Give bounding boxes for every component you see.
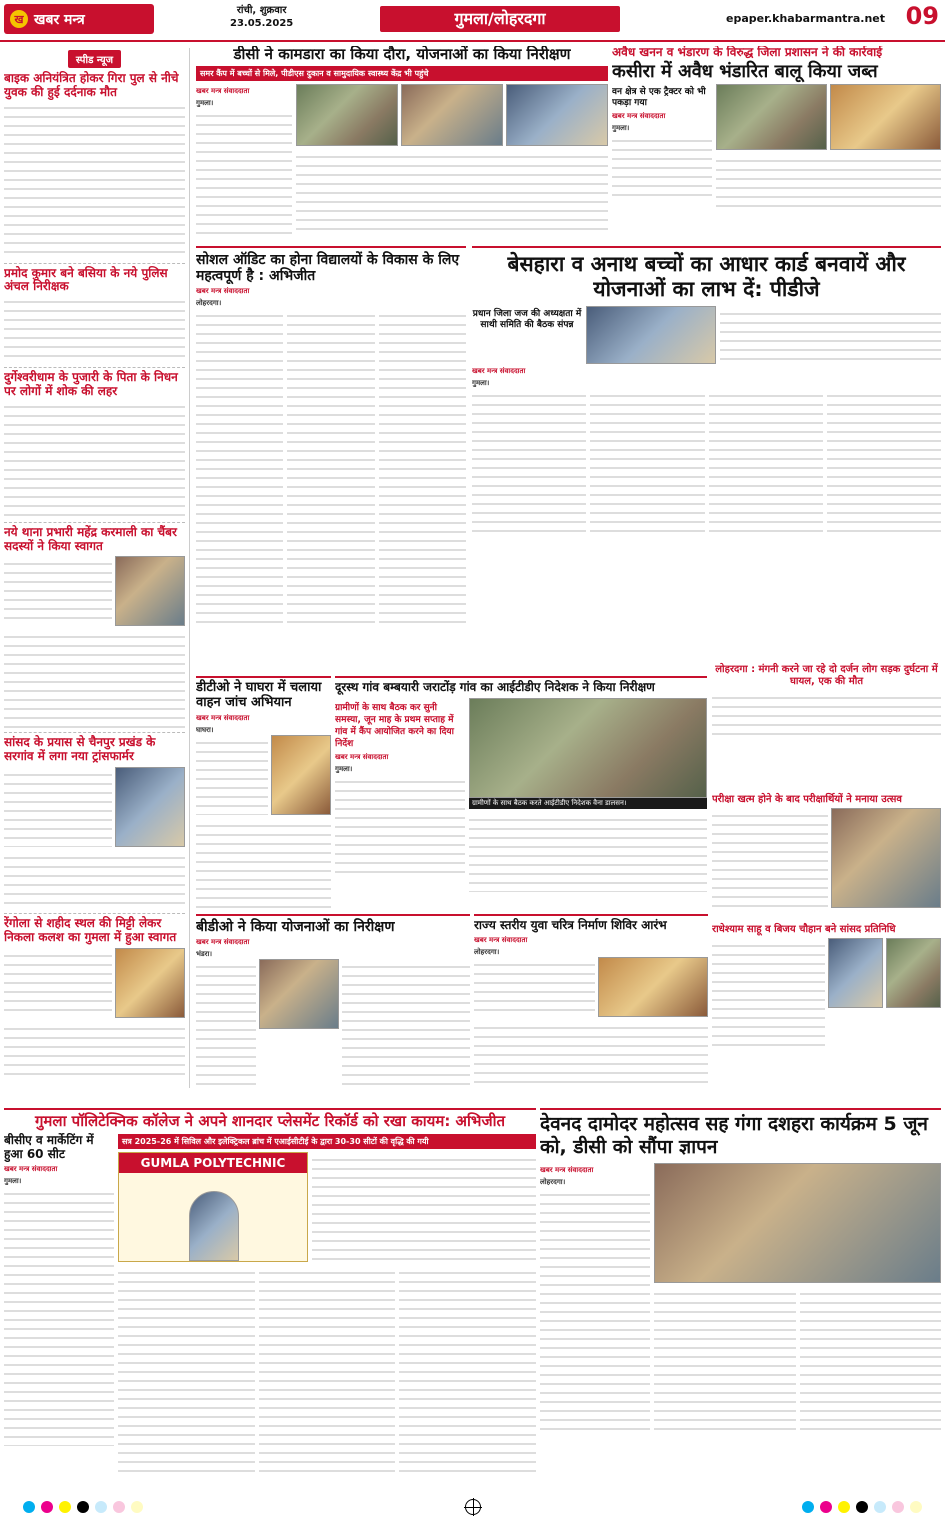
story-photo xyxy=(271,735,331,815)
story-body xyxy=(654,1286,796,1436)
story-body xyxy=(800,1286,942,1436)
color-dot xyxy=(131,1501,143,1513)
story-photo xyxy=(716,84,827,150)
story-dc-visit[interactable] xyxy=(196,46,608,242)
story-accident[interactable] xyxy=(712,660,941,740)
story-body xyxy=(196,735,268,815)
color-dot xyxy=(77,1501,89,1513)
story-body xyxy=(259,1265,396,1475)
story-body xyxy=(342,959,470,1089)
color-dot xyxy=(23,1501,35,1513)
brand-logo[interactable] xyxy=(4,4,154,34)
story-photo xyxy=(830,84,941,150)
dateline: घाघरा। xyxy=(196,725,214,734)
story-body xyxy=(399,1265,536,1475)
story-headline: दूरस्थ गांव बम्बयारी जराटोंड़ गांव का आईटीडीए निदेशक ने किया निरीक्षण xyxy=(335,680,655,694)
brand-icon: ख xyxy=(10,10,28,28)
news-body xyxy=(4,399,185,519)
story-body xyxy=(540,1187,650,1437)
color-dot xyxy=(95,1501,107,1513)
story-devnad[interactable] xyxy=(540,1108,941,1494)
story-dto[interactable] xyxy=(196,676,331,911)
byline: खबर मन्त्र संवाददाता xyxy=(196,938,250,947)
color-dot xyxy=(892,1501,904,1513)
story-kicker: अवैध खनन व भंडारण के विरुद्ध जिला प्रशासन ने की कार्रवाई xyxy=(612,46,883,59)
news-body xyxy=(4,294,185,364)
story-itda[interactable] xyxy=(335,676,707,911)
story-headline: कसीरा में अवैध भंडारित बालू किया जब्त xyxy=(612,60,878,82)
story-body xyxy=(474,1020,708,1090)
news-photo xyxy=(115,556,185,626)
story-body xyxy=(379,308,466,628)
speed-news-tag: स्पीड न्यूज xyxy=(68,50,121,68)
story-sub: प्रधान जिला जज की अध्यक्षता में साथी समिति की बैठक संपन्न xyxy=(472,309,582,330)
story-body xyxy=(474,957,595,1017)
story-body xyxy=(709,388,823,538)
epaper-url[interactable]: epaper.khabarmantra.net xyxy=(726,12,885,25)
story-body xyxy=(196,959,256,1089)
color-dot xyxy=(113,1501,125,1513)
page-number: 09 xyxy=(905,2,939,30)
story-photo xyxy=(469,698,707,798)
story-body xyxy=(712,690,941,740)
story-social-audit[interactable] xyxy=(196,246,466,671)
news-headline: बाइक अनियंत्रित होकर गिरा पुल से नीचे युवक की हुई दर्दनाक मौत xyxy=(4,71,179,99)
story-body xyxy=(590,388,704,538)
story-body xyxy=(469,812,707,892)
dateline: गुमला। xyxy=(196,99,214,108)
news-item[interactable] xyxy=(4,526,185,734)
story-headline: परीक्षा खत्म होने के बाद परीक्षार्थियों ने मनाया उत्सव xyxy=(712,794,902,805)
story-body xyxy=(472,388,586,538)
polytechnic-banner: GUMLA POLYTECHNIC xyxy=(119,1153,307,1173)
news-body xyxy=(4,629,185,729)
story-body xyxy=(196,308,283,628)
story-body xyxy=(335,774,465,874)
story-kicker: समर कैंप में बच्चों से मिले, पीडीएस दुकान व सामुदायिक स्वास्थ्य केंद्र भी पहुंचे xyxy=(196,66,608,81)
news-item[interactable] xyxy=(4,736,185,914)
news-body xyxy=(4,948,112,1018)
news-body xyxy=(4,1021,185,1081)
story-photo xyxy=(598,957,708,1017)
speed-news-column xyxy=(4,48,190,1088)
story-headline: सोशल ऑडिट का होना विद्यालयों के विकास के लिए महत्वपूर्ण है : अभिजीत xyxy=(196,252,460,285)
dateline: गुमला। xyxy=(4,1176,22,1185)
color-dot xyxy=(838,1501,850,1513)
story-headline: लोहरदगा : मंगनी करने जा रहे दो दर्जन लोग सड़क दुर्घटना में घायल, एक की मौत xyxy=(715,664,938,687)
byline: खबर मन्त्र संवाददाता xyxy=(612,112,666,121)
news-headline: नये थाना प्रभारी महेंद्र करमाली का चैंबर सदस्यों ने किया स्वागत xyxy=(4,524,177,553)
news-headline: रेंगोला से शहीद स्थल की मिट्टी लेकर निकला कलश का गुमला में हुआ स्वागत xyxy=(4,915,177,944)
byline: खबर मन्त्र संवाददाता xyxy=(540,1166,594,1174)
story-photo xyxy=(296,84,398,146)
story-polytechnic[interactable] xyxy=(4,1108,536,1494)
city-day: रांची, शुक्रवार xyxy=(236,5,287,16)
byline: खबर मन्त्र संवाददाता xyxy=(196,287,250,296)
story-body xyxy=(720,306,941,364)
story-headline: गुमला पॉलिटेक्निक कॉलेज ने अपने शानदार प्लेसमेंट रिकॉर्ड को रखा कायम: अभिजीत xyxy=(34,1112,506,1130)
color-dots-left xyxy=(20,1498,146,1517)
color-dot xyxy=(856,1501,868,1513)
story-body xyxy=(4,1186,114,1446)
news-item[interactable] xyxy=(4,371,185,523)
story-headline: राधेश्याम साहू व बिजय चौहान बने सांसद प्रतिनिधि xyxy=(712,924,896,935)
news-headline: सांसद के प्रयास से चैनपुर प्रखंड के सरगांव में लगा नया ट्रांसफार्मर xyxy=(4,735,156,764)
story-body xyxy=(118,1265,255,1475)
story-photo xyxy=(401,84,503,146)
color-dot xyxy=(59,1501,71,1513)
dateline: भंडरा। xyxy=(196,950,212,959)
story-bdo[interactable] xyxy=(196,914,470,1104)
story-mp-representative[interactable] xyxy=(712,920,941,1060)
news-body xyxy=(4,767,112,847)
story-sub: ग्रामीणों के साथ बैठक कर सुनी समस्या, जून माह के प्रथम सप्ताह में गांव में कैंप आयोजित करने का दिया निर्देश xyxy=(335,702,454,749)
brand-name: खबर मन्त्र xyxy=(34,11,85,28)
story-body xyxy=(196,108,292,238)
story-sand-seizure[interactable] xyxy=(612,46,941,242)
issue-date: 23.05.2025 xyxy=(230,18,294,29)
story-body xyxy=(196,818,331,908)
byline: खबर मन्त्र संवाददाता xyxy=(4,1164,58,1173)
story-body xyxy=(312,1152,536,1262)
byline: खबर मन्त्र संवाददाता xyxy=(196,713,250,722)
news-body xyxy=(4,100,185,260)
news-item[interactable] xyxy=(4,267,185,369)
story-headline: राज्य स्तरीय युवा चरित्र निर्माण शिविर आरंभ xyxy=(474,918,667,932)
story-photo xyxy=(886,938,941,1008)
print-color-bar xyxy=(0,1497,945,1517)
news-headline: दुर्गेश्वरीधाम के पुजारी के पिता के निधन पर लोगों में शोक की लहर xyxy=(4,370,178,398)
byline: खबर मन्त्र संवाददाता xyxy=(472,367,526,375)
dateline: गुमला। xyxy=(612,124,630,133)
byline: खबर मन्त्र संवाददाता xyxy=(474,935,528,944)
masthead xyxy=(0,0,945,42)
story-photo xyxy=(259,959,339,1029)
story-exam-celebration[interactable] xyxy=(712,790,941,920)
news-headline: प्रमोद कुमार बने बसिया के नये पुलिस अंचल निरीक्षक xyxy=(4,265,168,294)
section-title: गुमला/लोहरदगा xyxy=(380,6,620,32)
color-dot xyxy=(874,1501,886,1513)
dateline: गुमला। xyxy=(472,379,490,387)
dateline: गुमला। xyxy=(335,764,353,773)
byline: खबर मन्त्र संवाददाता xyxy=(335,752,389,761)
story-photo xyxy=(654,1163,941,1283)
byline: खबर मन्त्र संवाददाता xyxy=(196,87,250,96)
story-headline: देवनद दामोदर महोत्सव सह गंगा दशहरा कार्यक्रम 5 जून को, डीसी को सौंपा ज्ञापन xyxy=(540,1113,928,1158)
news-photo xyxy=(115,767,185,847)
story-body xyxy=(296,149,608,233)
story-headline: डीसी ने कामडारा का किया दौरा, योजनाओं का किया निरीक्षण xyxy=(233,46,571,63)
person-photo xyxy=(189,1191,239,1261)
color-dots-right xyxy=(799,1498,925,1517)
color-dot xyxy=(802,1501,814,1513)
story-headline: डीटीओ ने घाघरा में चलाया वाहन जांच अभियान xyxy=(196,680,322,710)
color-dot xyxy=(41,1501,53,1513)
story-youth-camp[interactable] xyxy=(474,914,708,1104)
dateline: लोहरदगा। xyxy=(196,299,222,308)
story-body xyxy=(716,153,941,213)
news-photo xyxy=(115,948,185,1018)
story-photo xyxy=(118,1152,308,1262)
registration-mark-icon xyxy=(465,1499,481,1515)
story-kicker: सत्र 2025-26 में सिविल और इलेक्ट्रिकल ब्रांच में एआईसीटीई के द्वारा 30-30 सीटों की वृद्धि की गयी xyxy=(118,1134,536,1149)
story-photo xyxy=(586,306,716,364)
news-item[interactable] xyxy=(4,917,185,1081)
news-item[interactable] xyxy=(4,72,185,264)
story-body xyxy=(712,808,828,908)
color-dot xyxy=(820,1501,832,1513)
photo-caption: ग्रामीणों के साथ बैठक करते आईटीडीए निदेशक वैना डालसन। xyxy=(469,798,707,809)
story-photo xyxy=(506,84,608,146)
story-headline: बीडीओ ने किया योजनाओं का निरीक्षण xyxy=(196,919,395,935)
dateline xyxy=(230,4,293,30)
news-body xyxy=(4,850,185,910)
story-side-headline: बीसीए व मार्केटिंग में हुआ 60 सीट xyxy=(4,1133,94,1162)
story-photo xyxy=(828,938,883,1008)
news-body xyxy=(4,556,112,626)
dateline: लोहरदगा। xyxy=(474,947,500,956)
story-body xyxy=(712,938,825,1048)
story-photo xyxy=(831,808,941,908)
story-body xyxy=(827,388,941,538)
story-body xyxy=(612,133,712,203)
story-aadhar[interactable] xyxy=(472,246,941,676)
story-body xyxy=(287,308,374,628)
dateline: लोहरदगा। xyxy=(540,1178,566,1186)
story-headline: बेसहारा व अनाथ बच्चों का आधार कार्ड बनवायें और योजनाओं का लाभ दें: पीडीजे xyxy=(507,252,906,301)
story-sub: वन क्षेत्र से एक ट्रैक्टर को भी पकड़ा गया xyxy=(612,87,706,109)
color-dot xyxy=(910,1501,922,1513)
